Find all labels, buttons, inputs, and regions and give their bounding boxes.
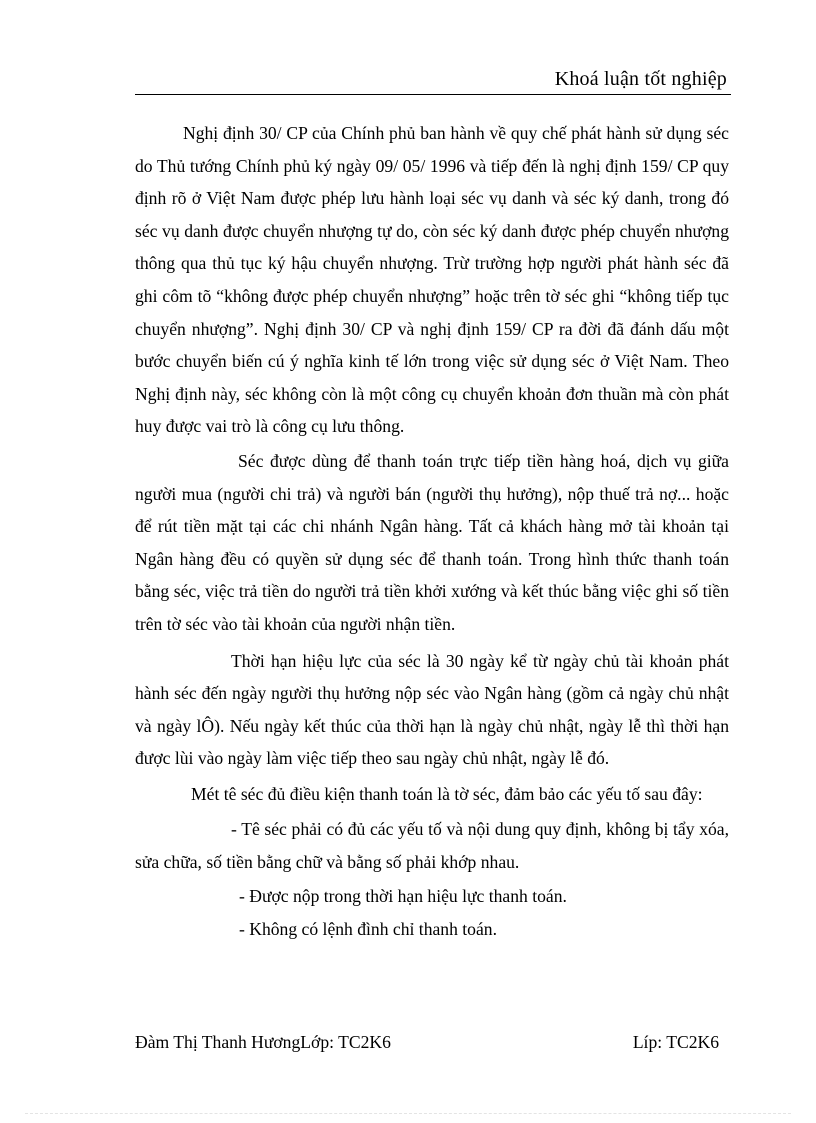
paragraph-usage: Séc được dùng để thanh toán trực tiếp tiền hàng hoá, dịch vụ giữa người mua (người chi trả) và người bán (người thụ hưởng), nộp thuế trả nợ... hoặc để rút tiền mặt tại các chi nhánh Ngân hàng. Tất cả khách hàng mở tài khoản tại Ngân hàng đều có quyền sử dụng séc để thanh toán. Trong hình thức thanh toán bằng séc, việc trả tiền do người trả tiền khởi xướng và kết thúc bằng việc ghi số tiền trên tờ séc vào tài khoản của người nhận tiền. [135, 450, 729, 634]
footer-author: Đàm Thị Thanh HươngLớp: TC2K6 [135, 1032, 391, 1052]
page-footer [135, 1032, 719, 1060]
list-item: - Không có lệnh đình chỉ thanh toán. [239, 919, 497, 940]
page-bottom-divider [25, 1113, 791, 1114]
paragraph-validity: Thời hạn hiệu lực của séc là 30 ngày kể từ ngày chủ tài khoản phát hành séc đến ngày người thụ hưởng nộp séc vào Ngân hàng (gồm cả ngày chủ nhật và ngày lÔ). Nếu ngày kết thúc của thời hạn là ngày chủ nhật, ngày lễ thì thời hạn được lùi vào ngày làm việc tiếp theo sau ngày chủ nhật, ngày lễ đó. [135, 650, 729, 769]
list-item: - Tê séc phải có đủ các yếu tố và nội dung quy định, không bị tẩy xóa, sửa chữa, số tiền bằng chữ và bằng số phải khớp nhau. [135, 819, 729, 873]
header-title: Khoá luận tốt nghiệp [554, 68, 727, 90]
list-item: - Được nộp trong thời hạn hiệu lực thanh toán. [239, 885, 567, 906]
page-header [135, 66, 731, 95]
footer-class: Líp: TC2K6 [632, 1032, 719, 1052]
paragraph-decree: Nghị định 30/ CP của Chính phủ ban hành về quy chế phát hành sử dụng séc do Thủ tướng Chính phủ ký ngày 09/ 05/ 1996 và tiếp đến là nghị định 159/ CP quy định rõ ở Việt Nam được phép lưu hành loại séc vụ danh và séc ký danh, trong đó séc vụ danh được chuyển nhượng tự do, còn séc ký danh được phép chuyển nhượng thông qua thủ tục ký hậu chuyển nhượng. Trừ trường hợp người phát hành séc đã ghi côm tõ “không được phép chuyển nhượng” hoặc trên tờ séc ghi “không tiếp tục chuyển nhượng”. Nghị định 30/ CP và nghị định 159/ CP ra đời đã đánh dấu một bước chuyển biến cú ý nghĩa kinh tế lớn trong việc sử dụng séc ở Việt Nam. Theo Nghị định này, séc không còn là một công cụ chuyển khoản đơn thuần mà còn phát huy được vai trò là công cụ lưu thông. [135, 123, 729, 437]
document-body [135, 117, 729, 946]
paragraph-conditions: Mét tê séc đủ điều kiện thanh toán là tờ séc, đảm bảo các yếu tố sau đây: [191, 783, 703, 804]
